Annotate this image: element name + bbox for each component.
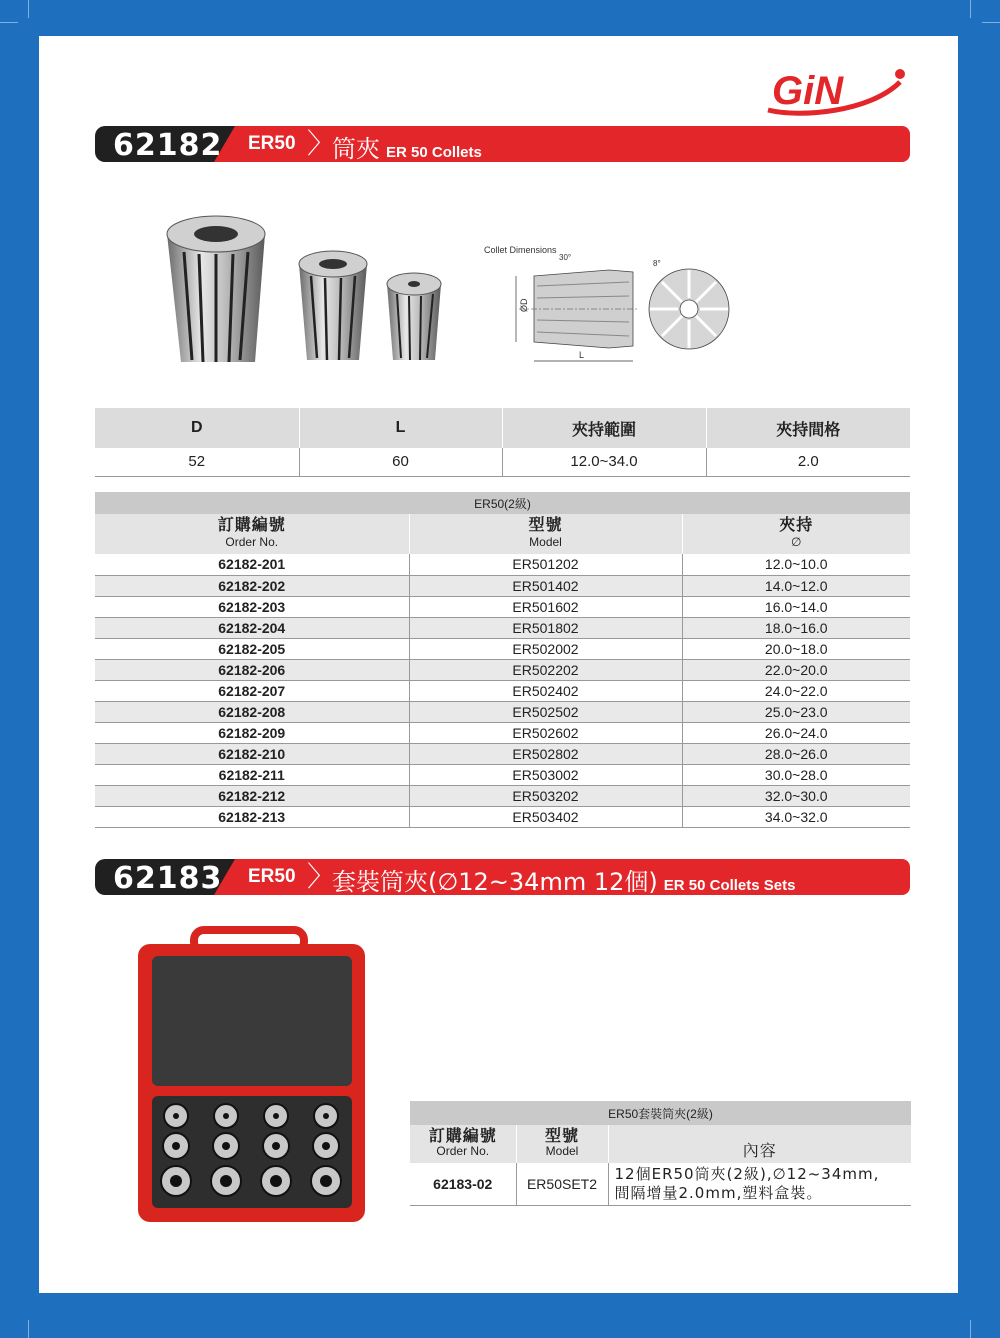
- clamp-range-cell: 22.0~20.0: [682, 659, 910, 680]
- set-order-no: 62183-02: [410, 1163, 516, 1205]
- model-cell: ER502002: [409, 638, 682, 659]
- order-no-cell: 62182-202: [95, 575, 409, 596]
- clamp-range-cell: 34.0~32.0: [682, 806, 910, 827]
- order-table: [95, 492, 910, 828]
- model-cell: ER502402: [409, 680, 682, 701]
- small-collet-icon: [387, 273, 441, 360]
- section-title-en: ER 50 Collets Sets: [663, 877, 796, 894]
- order-table-caption: ER50(2級): [95, 492, 910, 514]
- order-no-cell: 62182-203: [95, 596, 409, 617]
- model-cell: ER501402: [409, 575, 682, 596]
- table-row: [95, 554, 910, 575]
- angle-label-8: 8°: [653, 259, 661, 268]
- logo-text: GiN: [772, 69, 844, 113]
- set-content: 12個ER50筒夾(2級),∅12~34mm, 間隔增量2.0mm,塑料盒裝。: [608, 1163, 911, 1205]
- model-cell: ER502602: [409, 722, 682, 743]
- set-table-caption: ER50套裝筒夾(2級): [410, 1101, 911, 1125]
- section-title: 筒夾 ER 50 Collets: [332, 135, 482, 163]
- table-row: [95, 785, 910, 806]
- model-cell: ER501602: [409, 596, 682, 617]
- model-cell: ER503002: [409, 764, 682, 785]
- order-no-cell: 62182-210: [95, 743, 409, 764]
- clamp-range-cell: 25.0~23.0: [682, 701, 910, 722]
- set-table: [410, 1101, 911, 1206]
- header-model: 型號 Model: [409, 514, 682, 554]
- dim-d-label: ØD: [519, 298, 529, 312]
- medium-collet-icon: [299, 251, 367, 360]
- table-row: [95, 701, 910, 722]
- clamp-range-cell: 30.0~28.0: [682, 764, 910, 785]
- order-no-cell: 62182-212: [95, 785, 409, 806]
- model-cell: ER503202: [409, 785, 682, 806]
- table-row: [95, 575, 910, 596]
- dim-l-label: L: [579, 350, 585, 360]
- chevron-icon: 〉: [307, 127, 336, 160]
- order-no-cell: 62182-213: [95, 806, 409, 827]
- set-header-content: 內容: [608, 1125, 911, 1163]
- order-no-cell: 62182-204: [95, 617, 409, 638]
- spec-value-l: 60: [299, 448, 502, 476]
- clamp-range-cell: 26.0~24.0: [682, 722, 910, 743]
- order-no-cell: 62182-208: [95, 701, 409, 722]
- set-header-order-no: 訂購編號 Order No.: [410, 1125, 516, 1163]
- clamp-range-cell: 20.0~18.0: [682, 638, 910, 659]
- table-row: [95, 806, 910, 827]
- spec-header-l: L: [299, 408, 502, 448]
- header-order-no: 訂購編號 Order No.: [95, 514, 409, 554]
- spec-value-step: 2.0: [706, 448, 910, 476]
- model-cell: ER501802: [409, 617, 682, 638]
- collets-photo: [159, 212, 459, 372]
- table-row: [95, 680, 910, 701]
- clamp-range-cell: 32.0~30.0: [682, 785, 910, 806]
- brand-logo: [760, 62, 910, 118]
- collet-dimension-diagram: [479, 236, 749, 376]
- model-cell: ER501202: [409, 554, 682, 575]
- spec-table: [95, 408, 910, 477]
- order-no-cell: 62182-206: [95, 659, 409, 680]
- table-row: [95, 743, 910, 764]
- model-cell: ER502802: [409, 743, 682, 764]
- section-title-en: ER 50 Collets: [386, 144, 482, 161]
- collet-front-view-icon: [649, 269, 729, 349]
- table-row: [95, 638, 910, 659]
- model-cell: ER502502: [409, 701, 682, 722]
- order-no-cell: 62182-205: [95, 638, 409, 659]
- clamp-range-cell: 14.0~12.0: [682, 575, 910, 596]
- product-code: 62182: [113, 128, 223, 163]
- table-row: [95, 764, 910, 785]
- header-clamp: 夾持 ∅: [682, 514, 910, 554]
- clamp-range-cell: 12.0~10.0: [682, 554, 910, 575]
- table-row: [95, 722, 910, 743]
- chevron-icon: 〉: [307, 860, 336, 893]
- table-row: [95, 617, 910, 638]
- section-banner-62183: [95, 859, 910, 895]
- clamp-range-cell: 18.0~16.0: [682, 617, 910, 638]
- order-no-cell: 62182-207: [95, 680, 409, 701]
- catalog-page: [39, 36, 958, 1293]
- clamp-range-cell: 28.0~26.0: [682, 743, 910, 764]
- set-model: ER50SET2: [516, 1163, 608, 1205]
- collet-set-case-photo: [134, 926, 369, 1226]
- table-row: [95, 659, 910, 680]
- set-header-model: 型號 Model: [516, 1125, 608, 1163]
- order-no-cell: 62182-211: [95, 764, 409, 785]
- order-no-cell: 62182-209: [95, 722, 409, 743]
- spec-value-range: 12.0~34.0: [502, 448, 706, 476]
- series-label: ER50: [248, 133, 296, 154]
- clamp-range-cell: 16.0~14.0: [682, 596, 910, 617]
- spec-value-d: 52: [95, 448, 299, 476]
- spec-header-step: 夾持間格: [706, 408, 910, 448]
- clamp-range-cell: 24.0~22.0: [682, 680, 910, 701]
- table-row: [95, 596, 910, 617]
- diagram-caption: Collet Dimensions: [484, 245, 557, 255]
- series-label: ER50: [248, 866, 296, 887]
- large-collet-icon: [167, 216, 265, 362]
- section-title: 套裝筒夾(∅12~34mm 12個) ER 50 Collets Sets: [332, 868, 796, 896]
- angle-label-30: 30°: [559, 253, 572, 262]
- spec-header-d: D: [95, 408, 299, 448]
- model-cell: ER502202: [409, 659, 682, 680]
- order-no-cell: 62182-201: [95, 554, 409, 575]
- model-cell: ER503402: [409, 806, 682, 827]
- section-banner-62182: [95, 126, 910, 162]
- product-code: 62183: [113, 861, 223, 896]
- spec-header-range: 夾持範圍: [502, 408, 706, 448]
